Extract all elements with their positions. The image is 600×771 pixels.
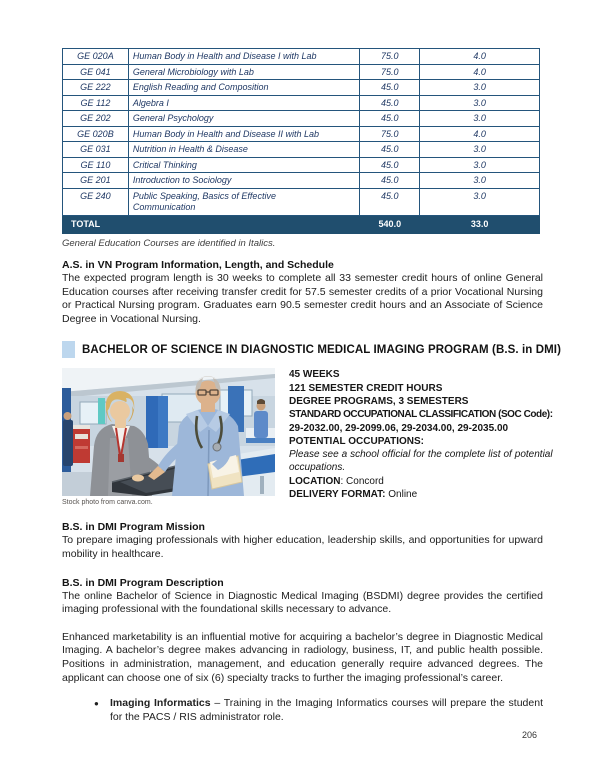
vn-section-heading: A.S. in VN Program Information, Length, and Schedule (62, 259, 334, 271)
program-facts (289, 368, 553, 506)
bullet-icon: ● (94, 699, 99, 709)
course-credits: 3.0 (420, 142, 540, 158)
table-row (63, 157, 540, 173)
course-code: GE 041 (63, 64, 129, 80)
course-credits: 4.0 (420, 126, 540, 142)
course-credits: 3.0 (420, 80, 540, 96)
section-accent-icon (62, 341, 75, 358)
course-credits: 3.0 (420, 95, 540, 111)
total-hours: 540.0 (360, 215, 420, 234)
table-row (63, 49, 540, 65)
table-row (63, 173, 540, 189)
photo-caption: Stock photo from canva.com. (62, 499, 153, 507)
course-credits: 4.0 (420, 64, 540, 80)
course-hours: 75.0 (360, 49, 420, 65)
dmi-mission-body: To prepare imaging professionals with higher education, leadership skills, and opportunities for upward mobility in healthcare. (62, 534, 543, 560)
course-hours: 45.0 (360, 111, 420, 127)
fact-credit-hours: 121 SEMESTER CREDIT HOURS (289, 382, 443, 394)
course-title: General Microbiology with Lab (128, 64, 359, 80)
course-credits: 3.0 (420, 157, 540, 173)
fact-delivery-format: DELIVERY FORMAT: Online (289, 489, 418, 501)
fact-weeks: 45 WEEKS (289, 369, 340, 381)
stock-photo (62, 368, 275, 496)
course-code: GE 222 (63, 80, 129, 96)
fact-soc-codes: 29-2032.00, 29-2099.06, 29-2034.00, 29-2035.00 (289, 422, 509, 434)
course-title: Algebra I (128, 95, 359, 111)
fact-potential-occupations-label: POTENTIAL OCCUPATIONS: (289, 435, 424, 447)
total-label: TOTAL (63, 215, 360, 234)
vn-section-body: The expected program length is 30 weeks to complete all 33 semester credit hours of online General Education courses after receiving transfer credit for 57.5 semester credits of a prior Vocational Nursing or Practical Nursing program. Graduates earn 90.5 semester credit hours and an Associate of Science Degree in Vocational Nursing. (62, 272, 543, 325)
course-code: GE 031 (63, 142, 129, 158)
course-credits: 3.0 (420, 173, 540, 189)
table-row (63, 64, 540, 80)
program-overview-row (62, 368, 553, 507)
course-code: GE 240 (63, 188, 129, 215)
course-code: GE 020B (63, 126, 129, 142)
fact-potential-occupations-note: Please see a school official for the complete list of potential occupations. (289, 449, 553, 474)
course-code: GE 110 (63, 157, 129, 173)
bullet-text: Imaging Informatics – Training in the Imaging Informatics courses will prepare the student for the PACS / RIS administrator role. (110, 697, 543, 723)
table-row (63, 95, 540, 111)
dmi-description-heading: B.S. in DMI Program Description (62, 576, 224, 589)
course-code: GE 201 (63, 173, 129, 189)
course-hours: 45.0 (360, 188, 420, 215)
course-title: Introduction to Sociology (128, 173, 359, 189)
course-hours: 75.0 (360, 126, 420, 142)
course-title: General Psychology (128, 111, 359, 127)
course-hours: 45.0 (360, 80, 420, 96)
fact-location: LOCATION: Concord (289, 475, 384, 487)
course-credits: 4.0 (420, 49, 540, 65)
general-education-course-table (62, 48, 540, 234)
course-code: GE 020A (63, 49, 129, 65)
course-title: Nutrition in Health & Disease (128, 142, 359, 158)
course-hours: 45.0 (360, 173, 420, 189)
page-number: 206 (521, 730, 537, 740)
course-title: Human Body in Health and Disease I with Lab (128, 49, 359, 65)
course-credits: 3.0 (420, 111, 540, 127)
course-title: Critical Thinking (128, 157, 359, 173)
course-hours: 45.0 (360, 95, 420, 111)
course-title: Human Body in Health and Disease II with Lab (128, 126, 359, 142)
course-code: GE 202 (63, 111, 129, 127)
course-hours: 75.0 (360, 64, 420, 80)
course-credits: 3.0 (420, 188, 540, 215)
stock-photo-illustration (62, 368, 275, 496)
table-row (63, 111, 540, 127)
italics-note: General Education Courses are identified in Italics. (62, 238, 276, 249)
table-row (63, 126, 540, 142)
course-code: GE 112 (63, 95, 129, 111)
course-title: Public Speaking, Basics of Effective Communication (128, 188, 359, 215)
table-row (63, 188, 540, 215)
dmi-mission-heading: B.S. in DMI Program Mission (62, 521, 205, 534)
table-row (63, 80, 540, 96)
specialty-track-bullet (62, 697, 543, 724)
fact-soc-label: STANDARD OCCUPATIONAL CLASSIFICATION (SOC Code): (289, 409, 553, 421)
table-total-row (63, 215, 540, 234)
dmi-marketability-paragraph: Enhanced marketability is an influential motive for acquiring a bachelor’s degree in Diagnostic Medical Imaging. A bachelor’s degree makes advancing in radiology, business, IT, and public health possible. Positions in administration, management, and education generally require advanced degrees. The applicant can choose one of six (6) specialty tracks to further the imaging professional’s career. (62, 630, 543, 684)
course-title: English Reading and Composition (128, 80, 359, 96)
course-hours: 45.0 (360, 142, 420, 158)
dmi-heading-text: BACHELOR OF SCIENCE IN DIAGNOSTIC MEDICAL IMAGING PROGRAM (B.S. in DMI) (82, 343, 562, 356)
dmi-program-heading (62, 341, 562, 358)
fact-degree-programs: DEGREE PROGRAMS, 3 SEMESTERS (289, 395, 469, 407)
course-hours: 45.0 (360, 157, 420, 173)
table-row (63, 142, 540, 158)
total-credits: 33.0 (420, 215, 540, 234)
photo-column (62, 368, 275, 506)
dmi-description-body: The online Bachelor of Science in Diagnostic Medical Imaging (BSDMI) degree provides the certified imaging professional with the foundational skills necessary to advance. (62, 589, 543, 616)
